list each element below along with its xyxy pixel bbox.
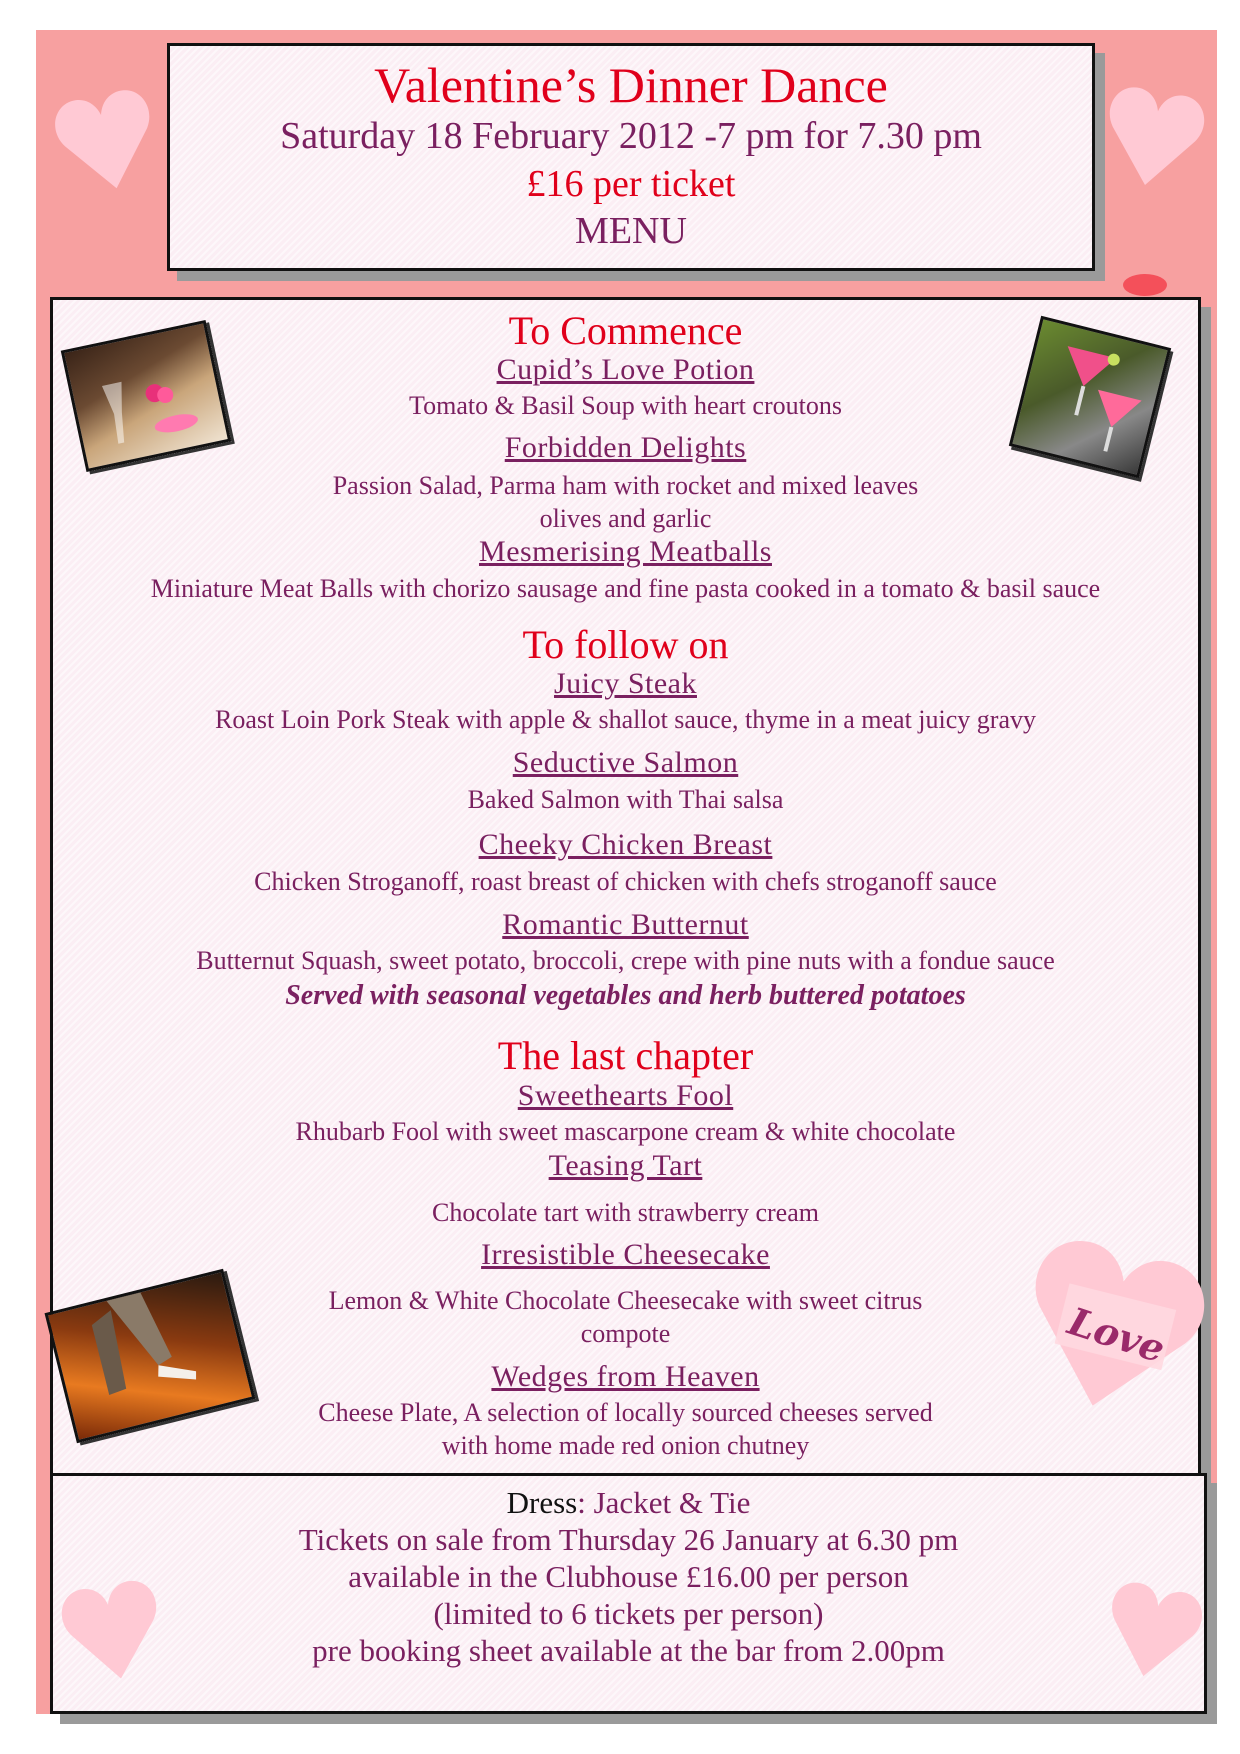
dish-description: with home made red onion chutney bbox=[441, 1431, 810, 1460]
event-date: Saturday 18 February 2012 -7 pm for 7.30 pm bbox=[280, 115, 982, 157]
dish-description: Miniature Meat Balls with chorizo sausage and fine pasta cooked in a tomato & basil sauce bbox=[150, 574, 1101, 603]
small-red-blob-icon bbox=[1120, 272, 1170, 298]
ticket-limit: (limited to 6 tickets per person) bbox=[433, 1596, 824, 1631]
wine-glass-icon bbox=[64, 324, 227, 469]
dish-name: Irresistible Cheesecake bbox=[481, 1238, 770, 1271]
dish-description: Tomato & Basil Soup with heart croutons bbox=[409, 391, 842, 420]
dress-code bbox=[53, 1484, 1204, 1521]
dish-description: Roast Loin Pork Steak with apple & shallot sauce, thyme in a meat juicy gravy bbox=[215, 705, 1036, 734]
ticket-price: £16 per ticket bbox=[526, 163, 736, 205]
dish-name: Romantic Butternut bbox=[502, 908, 749, 941]
dish-description: compote bbox=[580, 1319, 671, 1348]
dish-description: Butternut Squash, sweet potato, broccoli, crepe with pine nuts with a fondue sauce bbox=[196, 946, 1055, 975]
heart-icon bbox=[1100, 1578, 1205, 1688]
heart-icon bbox=[58, 1578, 168, 1688]
dish-description: Passion Salad, Parma ham with rocket and mixed leaves bbox=[332, 471, 919, 500]
dish-description: olives and garlic bbox=[539, 504, 712, 533]
section-title: To follow on bbox=[522, 622, 729, 667]
dish-name: Forbidden Delights bbox=[504, 431, 747, 464]
dish-name: Teasing Tart bbox=[548, 1149, 703, 1182]
dish-name: Cheeky Chicken Breast bbox=[478, 828, 773, 861]
dish-description: Cheese Plate, A selection of locally sourced cheeses served bbox=[318, 1398, 933, 1427]
dress-value: : Jacket & Tie bbox=[577, 1485, 751, 1520]
dish-name: Wedges from Heaven bbox=[491, 1360, 760, 1393]
pre-booking-note: pre booking sheet available at the bar from 2.00pm bbox=[312, 1633, 945, 1668]
ticket-availability: available in the Clubhouse £16.00 per person bbox=[348, 1559, 909, 1594]
section-title: The last chapter bbox=[497, 1033, 754, 1078]
dish-name: Sweethearts Fool bbox=[517, 1079, 734, 1112]
dish-description: Rhubarb Fool with sweet mascarpone cream & white chocolate bbox=[295, 1117, 956, 1146]
heart-icon bbox=[52, 88, 162, 198]
love-heart-icon bbox=[1015, 1240, 1210, 1415]
dish-description: Lemon & White Chocolate Cheesecake with sweet citrus bbox=[328, 1286, 923, 1315]
section-title: To Commence bbox=[508, 308, 743, 353]
header-box bbox=[167, 43, 1095, 271]
side-note: Served with seasonal vegetables and herb buttered potatoes bbox=[285, 980, 966, 1011]
heart-icon bbox=[1098, 82, 1208, 197]
event-title: Valentine’s Dinner Dance bbox=[374, 57, 888, 113]
dish-name: Cupid’s Love Potion bbox=[496, 353, 755, 386]
dress-label: Dress bbox=[506, 1485, 578, 1520]
dish-description: Chicken Stroganoff, roast breast of chicken with chefs stroganoff sauce bbox=[254, 867, 997, 896]
dish-name: Mesmerising Meatballs bbox=[479, 535, 772, 568]
dish-name: Seductive Salmon bbox=[512, 746, 739, 779]
menu-heading: MENU bbox=[575, 210, 687, 252]
dish-description: Baked Salmon with Thai salsa bbox=[467, 785, 784, 814]
tickets-on-sale: Tickets on sale from Thursday 26 January at 6.30 pm bbox=[298, 1522, 959, 1557]
footer-box bbox=[50, 1473, 1207, 1714]
cocktail-glass-icon bbox=[1012, 319, 1167, 474]
dish-description: Chocolate tart with strawberry cream bbox=[432, 1198, 819, 1227]
dish-name: Juicy Steak bbox=[554, 667, 697, 700]
love-text: Love bbox=[1062, 1298, 1171, 1372]
